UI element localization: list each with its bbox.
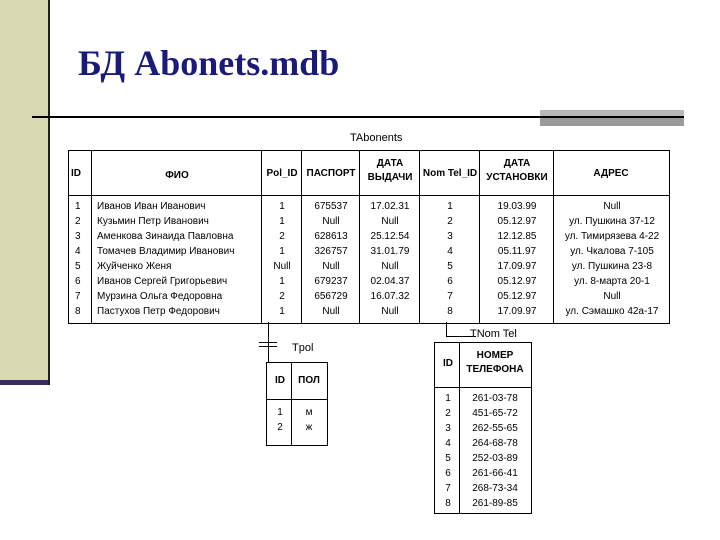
- col-header-pol-id: Pol_ID: [266, 168, 298, 179]
- slide-sidebar: [0, 0, 50, 385]
- row-date-issue: 16.07.32: [370, 291, 410, 302]
- row-id: 6: [75, 276, 81, 287]
- tnomtel-table: [434, 342, 532, 514]
- title-rule: [32, 116, 684, 118]
- tnomtel-row-id: 5: [445, 453, 451, 464]
- row-date-install: 17.09.97: [497, 261, 537, 272]
- row-id: 7: [75, 291, 81, 302]
- header-divider: [69, 195, 669, 196]
- tpol-col-header-id: ID: [275, 375, 285, 386]
- row-fio: Иванов Сергей Григорьевич: [97, 276, 228, 287]
- row-date-install: 12.12.85: [497, 231, 537, 242]
- row-passport: Null: [322, 261, 340, 272]
- relation-tick-pol: [259, 342, 277, 343]
- row-fio: Иванов Иван Иванович: [97, 201, 206, 212]
- row-date-issue: 17.02.31: [370, 201, 410, 212]
- row-fio: Аменкова Зинаида Павловна: [97, 231, 234, 242]
- row-address: Null: [603, 291, 621, 302]
- tnomtel-row-id: 3: [445, 423, 451, 434]
- tnomtel-row-phone: 252-03-89: [472, 453, 518, 464]
- row-fio: Кузьмин Петр Иванович: [97, 216, 209, 227]
- row-nomtel-id: 5: [447, 261, 453, 272]
- row-pol-id: 1: [279, 246, 285, 257]
- row-passport: 656729: [314, 291, 348, 302]
- row-date-install: 05.12.97: [497, 276, 537, 287]
- row-date-install: 17.09.97: [497, 306, 537, 317]
- schema-diagram: [66, 130, 674, 514]
- row-id: 2: [75, 216, 81, 227]
- row-date-install: 05.12.97: [497, 216, 537, 227]
- row-id: 5: [75, 261, 81, 272]
- row-pol-id: Null: [273, 261, 291, 272]
- row-address: ул. Пушкина 37-12: [569, 216, 655, 227]
- row-pol-id: 1: [279, 201, 285, 212]
- title-rule-accent-dark: [540, 118, 684, 126]
- row-passport: Null: [322, 306, 340, 317]
- row-fio: Жуйченко Женя: [97, 261, 172, 272]
- row-nomtel-id: 6: [447, 276, 453, 287]
- row-address: ул. Тимирязева 4-22: [564, 231, 660, 242]
- col-header-date-issue: ДАТА ВЫДАЧИ: [367, 158, 413, 183]
- relation-tick-pol-2: [259, 346, 277, 347]
- row-address: ул. Чкалова 7-105: [570, 246, 654, 257]
- row-date-issue: 25.12.54: [370, 231, 410, 242]
- col-header-address: АДРЕС: [593, 168, 629, 179]
- row-nomtel-id: 2: [447, 216, 453, 227]
- row-address: ул. 8-марта 20-1: [574, 276, 650, 287]
- tnomtel-row-phone: 451-65-72: [472, 408, 518, 419]
- tabonents-title: TAbonents: [350, 132, 403, 144]
- row-date-issue: Null: [381, 261, 399, 272]
- row-date-install: 05.12.97: [497, 291, 537, 302]
- row-date-install: 19.03.99: [497, 201, 537, 212]
- row-nomtel-id: 4: [447, 246, 453, 257]
- tabonents-table: [68, 150, 670, 324]
- row-id: 3: [75, 231, 81, 242]
- tpol-title: Tpol: [292, 342, 314, 354]
- row-passport: 326757: [314, 246, 348, 257]
- row-passport: 675537: [314, 201, 348, 212]
- row-fio: Мурзина Ольга Федоровна: [97, 291, 223, 302]
- tnomtel-row-id: 7: [445, 483, 451, 494]
- col-header-nomtel-id: Nom Tel_ID: [422, 168, 478, 179]
- col-header-fio: ФИО: [165, 170, 189, 181]
- tnomtel-col-header-phone: НОМЕР ТЕЛЕФОНА: [466, 350, 524, 375]
- row-address: ул. Пушкина 23-8: [571, 261, 653, 272]
- tnomtel-col-header-id: ID: [443, 358, 453, 369]
- sidebar-accent: [0, 380, 48, 385]
- row-id: 1: [75, 201, 81, 212]
- row-passport: 628613: [314, 231, 348, 242]
- relation-line-nomtel: [446, 322, 447, 336]
- row-id: 4: [75, 246, 81, 257]
- tpol-row-id: 1: [277, 407, 283, 418]
- slide-title: БД Abonets.mdb: [78, 43, 340, 83]
- col-header-date-install: ДАТА УСТАНОВКИ: [486, 158, 548, 183]
- tnomtel-row-phone: 261-89-85: [472, 498, 518, 509]
- tnomtel-row-phone: 261-66-41: [472, 468, 518, 479]
- row-fio: Томачев Владимир Иванович: [97, 246, 235, 257]
- row-pol-id: 2: [279, 231, 285, 242]
- tpol-col-header-pol: ПОЛ: [298, 375, 320, 386]
- row-pol-id: 1: [279, 216, 285, 227]
- tnomtel-row-id: 2: [445, 408, 451, 419]
- row-pol-id: 1: [279, 276, 285, 287]
- row-id: 8: [75, 306, 81, 317]
- row-passport: Null: [322, 216, 340, 227]
- row-pol-id: 2: [279, 291, 285, 302]
- tnomtel-row-id: 4: [445, 438, 451, 449]
- col-header-id: ID: [71, 168, 81, 179]
- tnomtel-row-phone: 264-68-78: [472, 438, 518, 449]
- tnomtel-row-id: 8: [445, 498, 451, 509]
- row-address: Null: [603, 201, 621, 212]
- col-header-passport: ПАСПОРТ: [306, 168, 356, 179]
- tnomtel-row-phone: 261-03-78: [472, 393, 518, 404]
- tnomtel-row-phone: 268-73-34: [472, 483, 518, 494]
- tpol-row-id: 2: [277, 422, 283, 433]
- row-passport: 679237: [314, 276, 348, 287]
- row-address: ул. Сэмашко 42а-17: [565, 306, 659, 317]
- tnomtel-title: TNom Tel: [470, 328, 517, 340]
- tpol-header-divider: [267, 399, 327, 400]
- tpol-table: [266, 362, 328, 446]
- row-fio: Пастухов Петр Федорович: [97, 306, 220, 317]
- row-date-issue: Null: [381, 216, 399, 227]
- row-date-issue: 31.01.79: [370, 246, 410, 257]
- tpol-row-pol: ж: [305, 422, 313, 433]
- tpol-row-pol: м: [305, 407, 313, 418]
- row-nomtel-id: 7: [447, 291, 453, 302]
- tnomtel-header-divider: [435, 387, 531, 388]
- tnomtel-row-phone: 262-55-65: [472, 423, 518, 434]
- relation-line-pol: [268, 322, 269, 364]
- row-date-issue: Null: [381, 306, 399, 317]
- row-pol-id: 1: [279, 306, 285, 317]
- row-date-install: 05.11.97: [497, 246, 537, 257]
- row-nomtel-id: 1: [447, 201, 453, 212]
- row-date-issue: 02.04.37: [370, 276, 410, 287]
- tnomtel-row-id: 6: [445, 468, 451, 479]
- tnomtel-row-id: 1: [445, 393, 451, 404]
- row-nomtel-id: 8: [447, 306, 453, 317]
- row-nomtel-id: 3: [447, 231, 453, 242]
